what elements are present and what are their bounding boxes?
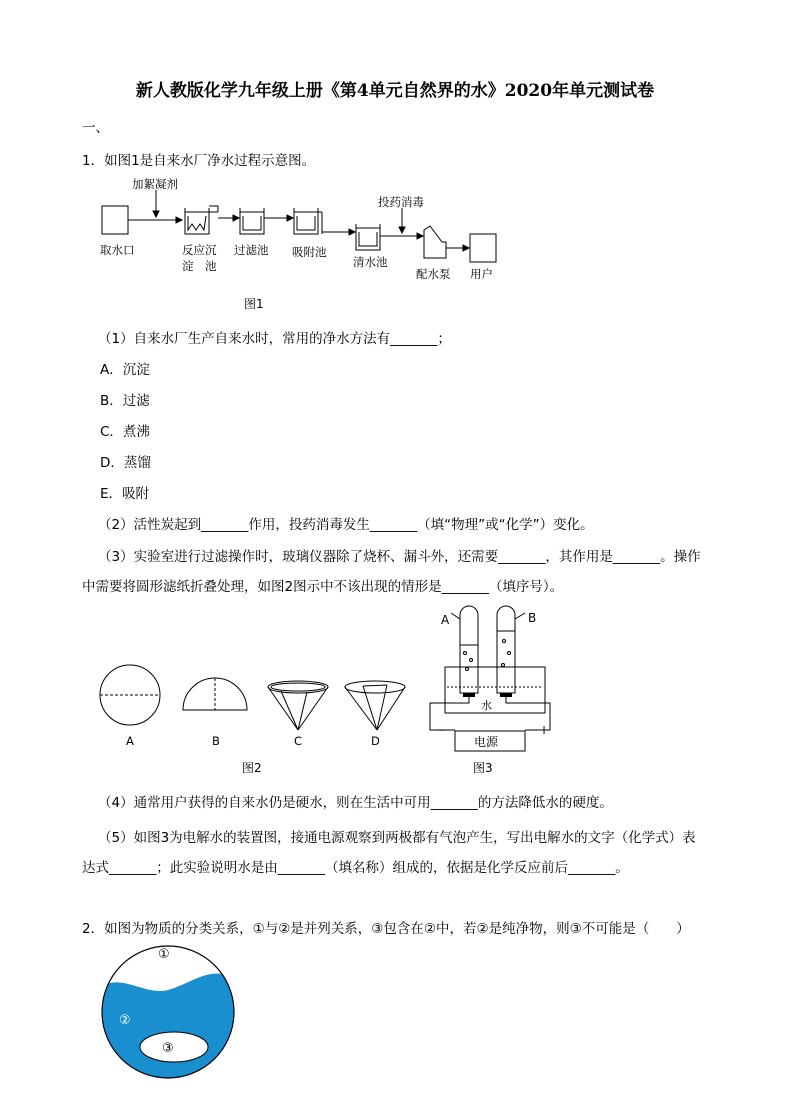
figure-1-water-plant xyxy=(90,168,510,318)
figure-1-caption: 图1 xyxy=(244,297,264,311)
intake-box xyxy=(102,206,128,234)
fig3-label-water: 水 xyxy=(481,699,492,712)
fig3-label-pos: + xyxy=(539,723,550,737)
q1-part-3-line1: （3）实验室进行过滤操作时，玻璃仪器除了烧杯、漏斗外，还需要_______，其作用是_______。操作 xyxy=(98,549,701,565)
question-1-stem: 1．如图1是自来水厂净水过程示意图。 xyxy=(82,153,316,169)
label-user: 用户 xyxy=(470,267,493,281)
section-heading: 一、 xyxy=(82,120,109,136)
fig3-label-a: A xyxy=(441,613,450,627)
label-reaction-2: 淀 池 xyxy=(182,259,217,273)
label-intake: 取水口 xyxy=(100,243,135,257)
label-1: ① xyxy=(158,947,170,962)
page-title: 新人教版化学九年级上册《第4单元自然界的水》2020年单元测试卷 xyxy=(135,81,655,101)
figure-3-caption: 图3 xyxy=(473,761,493,775)
fig3-label-neg: − xyxy=(437,723,448,737)
label-pump: 配水泵 xyxy=(416,267,451,281)
option-d: D．蒸馏 xyxy=(100,455,151,471)
fig2-label-d: D xyxy=(371,734,380,748)
label-adsorb: 吸附池 xyxy=(292,245,327,259)
pump xyxy=(424,226,446,258)
figure-classification xyxy=(100,944,240,1084)
inner-ellipse xyxy=(140,1032,208,1062)
label-add-coagulant: 加絮凝剂 xyxy=(132,177,178,191)
label-add-disinfect: 投药消毒 xyxy=(378,195,424,209)
option-e: E．吸附 xyxy=(100,486,150,502)
figure-2-caption: 图2 xyxy=(242,761,262,775)
label-filter: 过滤池 xyxy=(234,243,269,257)
fig2-label-c: C xyxy=(294,734,303,748)
figure-2-filter-paper xyxy=(95,660,420,780)
q1-part-1: （1）自来水厂生产自来水时，常用的净水方法有_______； xyxy=(98,331,451,347)
fig3-label-power: 电源 xyxy=(474,735,499,749)
q1-part-4: （4）通常用户获得的自来水仍是硬水，则在生活中可用_______的方法降低水的硬度。 xyxy=(98,795,613,811)
label-2: ② xyxy=(119,1013,131,1028)
tube-a xyxy=(460,606,478,693)
option-c: C．煮沸 xyxy=(100,424,150,440)
figure-3-electrolysis xyxy=(425,605,565,780)
option-a: A．沉淀 xyxy=(100,362,150,378)
q1-part-5-line1: （5）如图3为电解水的装置图，接通电源观察到两极都有气泡产生，写出电解水的文字（化学式）表 xyxy=(98,830,696,846)
fig3-label-b: B xyxy=(528,611,537,625)
option-b: B．过滤 xyxy=(100,393,150,409)
q1-part-3-line2: 中需要将圆形滤纸折叠处理，如图2图示中不该出现的情形是_______（填序号）。 xyxy=(82,579,564,595)
filter-paper-d xyxy=(345,681,405,693)
q1-part-5-line2: 达式_______；此实验说明水是由_______（填名称）组成的，依据是化学反应前后_______。 xyxy=(82,860,629,876)
fig2-label-b: B xyxy=(212,734,220,748)
q1-part-2: （2）活性炭起到_______作用，投药消毒发生_______（填“物理”或“化学”）变化。 xyxy=(98,517,594,533)
label-reaction-1: 反应沉 xyxy=(182,243,217,257)
question-2-stem: 2．如图为物质的分类关系，①与②是并列关系，③包含在②中，若②是纯净物，则③不可能是（ ） xyxy=(82,921,690,937)
pure-substance-region xyxy=(100,974,240,1084)
user-box xyxy=(470,234,496,262)
fig2-label-a: A xyxy=(126,734,134,748)
label-clear: 清水池 xyxy=(353,255,388,269)
tube-b xyxy=(497,606,515,693)
label-3: ③ xyxy=(162,1041,174,1056)
